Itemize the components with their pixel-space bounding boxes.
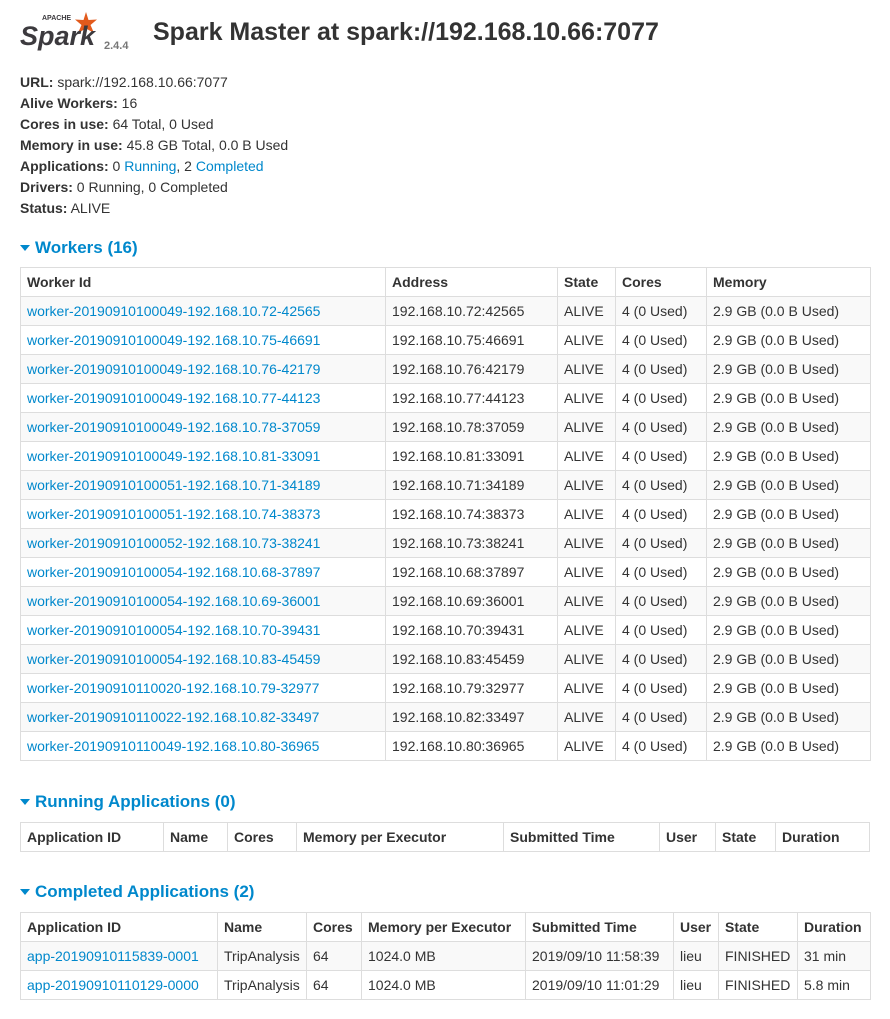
worker-row: [21, 703, 871, 732]
table-cell: [21, 355, 386, 384]
table-cell: FINISHED: [719, 942, 798, 971]
worker-row: [21, 674, 871, 703]
table-cell: ALIVE: [558, 558, 616, 587]
table-cell: 192.168.10.74:38373: [386, 500, 558, 529]
column-header[interactable]: Memory per Executor: [297, 823, 504, 852]
table-cell: 2.9 GB (0.0 B Used): [707, 645, 871, 674]
page-title: Spark Master at spark://192.168.10.66:7077: [153, 18, 659, 46]
table-cell: 4 (0 Used): [616, 297, 707, 326]
column-header[interactable]: Submitted Time: [504, 823, 660, 852]
table-cell: FINISHED: [719, 971, 798, 1000]
collapse-caret-icon: [20, 799, 30, 805]
table-cell: ALIVE: [558, 326, 616, 355]
column-header[interactable]: Duration: [798, 913, 871, 942]
summary-memory: Memory in use: 45.8 GB Total, 0.0 B Used: [20, 137, 289, 153]
completed-app-row: [21, 942, 871, 971]
table-cell: 2.9 GB (0.0 B Used): [707, 732, 871, 761]
table-cell: 1024.0 MB: [362, 942, 526, 971]
summary-applications: Applications: 0 Running, 2 Completed: [20, 158, 264, 174]
master-summary: [20, 72, 870, 219]
table-cell: 4 (0 Used): [616, 326, 707, 355]
worker-row: [21, 355, 871, 384]
running-apps-link[interactable]: Running: [124, 158, 177, 174]
table-cell: [21, 297, 386, 326]
worker-id-link[interactable]: worker-20190910100049-192.168.10.75-46691: [27, 332, 321, 348]
completed-app-row: [21, 971, 871, 1000]
logo-apache-text: APACHE: [42, 15, 72, 22]
column-header[interactable]: State: [719, 913, 798, 942]
table-cell: 4 (0 Used): [616, 732, 707, 761]
table-cell: 192.168.10.71:34189: [386, 471, 558, 500]
worker-id-link[interactable]: worker-20190910110020-192.168.10.79-32977: [27, 680, 320, 696]
table-cell: [21, 442, 386, 471]
table-cell: lieu: [674, 942, 719, 971]
worker-row: [21, 500, 871, 529]
summary-url: URL: spark://192.168.10.66:7077: [20, 74, 228, 90]
worker-row: [21, 529, 871, 558]
table-cell: 4 (0 Used): [616, 558, 707, 587]
completed-apps-link[interactable]: Completed: [195, 158, 264, 174]
table-cell: 4 (0 Used): [616, 384, 707, 413]
table-cell: ALIVE: [558, 616, 616, 645]
worker-row: [21, 297, 871, 326]
collapse-caret-icon: [20, 889, 30, 895]
table-cell: 2.9 GB (0.0 B Used): [707, 558, 871, 587]
app-id-link[interactable]: app-20190910115839-0001: [27, 948, 199, 964]
workers-header-row: [21, 268, 871, 297]
summary-drivers: Drivers: 0 Running, 0 Completed: [20, 179, 228, 195]
worker-id-link[interactable]: worker-20190910100054-192.168.10.70-39431: [27, 622, 321, 638]
table-cell: [21, 732, 386, 761]
table-cell: ALIVE: [558, 355, 616, 384]
worker-id-link[interactable]: worker-20190910100049-192.168.10.78-37059: [27, 419, 321, 435]
worker-id-link[interactable]: worker-20190910100054-192.168.10.83-45459: [27, 651, 321, 667]
table-cell: 2.9 GB (0.0 B Used): [707, 500, 871, 529]
table-cell: lieu: [674, 971, 719, 1000]
table-cell: ALIVE: [558, 297, 616, 326]
table-cell: 4 (0 Used): [616, 703, 707, 732]
table-cell: ALIVE: [558, 529, 616, 558]
column-header[interactable]: Name: [218, 913, 307, 942]
worker-row: [21, 558, 871, 587]
table-cell: 4 (0 Used): [616, 442, 707, 471]
completed-header-row: [21, 913, 871, 942]
table-cell: 2.9 GB (0.0 B Used): [707, 384, 871, 413]
table-cell: 64: [307, 942, 362, 971]
summary-alive-workers: Alive Workers: 16: [20, 95, 138, 111]
collapse-caret-icon: [20, 245, 30, 251]
table-cell: 4 (0 Used): [616, 645, 707, 674]
column-header[interactable]: Memory: [707, 268, 871, 297]
table-cell: 2.9 GB (0.0 B Used): [707, 326, 871, 355]
table-cell: ALIVE: [558, 442, 616, 471]
worker-row: [21, 471, 871, 500]
worker-row: [21, 442, 871, 471]
table-cell: 2.9 GB (0.0 B Used): [707, 442, 871, 471]
worker-id-link[interactable]: worker-20190910100051-192.168.10.71-34189: [27, 477, 321, 493]
worker-id-link[interactable]: worker-20190910100054-192.168.10.68-37897: [27, 564, 321, 580]
table-cell: 64: [307, 971, 362, 1000]
column-header[interactable]: State: [558, 268, 616, 297]
table-cell: 192.168.10.81:33091: [386, 442, 558, 471]
table-cell: [21, 529, 386, 558]
table-cell: [21, 971, 218, 1000]
table-cell: [21, 471, 386, 500]
table-cell: 192.168.10.73:38241: [386, 529, 558, 558]
table-cell: 4 (0 Used): [616, 616, 707, 645]
table-cell: ALIVE: [558, 732, 616, 761]
column-header[interactable]: Address: [386, 268, 558, 297]
table-cell: 4 (0 Used): [616, 355, 707, 384]
table-cell: 31 min: [798, 942, 871, 971]
worker-row: [21, 616, 871, 645]
column-header[interactable]: Duration: [776, 823, 870, 852]
workers-table: [20, 267, 871, 761]
table-cell: TripAnalysis: [218, 942, 307, 971]
table-cell: 1024.0 MB: [362, 971, 526, 1000]
table-cell: 5.8 min: [798, 971, 871, 1000]
worker-row: [21, 326, 871, 355]
column-header[interactable]: User: [660, 823, 716, 852]
worker-id-link[interactable]: worker-20190910100049-192.168.10.72-42565: [27, 303, 321, 319]
table-cell: 192.168.10.68:37897: [386, 558, 558, 587]
table-cell: [21, 616, 386, 645]
worker-id-link[interactable]: worker-20190910100049-192.168.10.76-42179: [27, 361, 321, 377]
completed-apps-table: [20, 912, 871, 1000]
table-cell: 192.168.10.78:37059: [386, 413, 558, 442]
table-cell: 192.168.10.77:44123: [386, 384, 558, 413]
running-apps-section-toggle[interactable]: Running Applications (0): [20, 792, 236, 812]
worker-row: [21, 413, 871, 442]
header: [20, 10, 870, 58]
table-cell: 4 (0 Used): [616, 587, 707, 616]
column-header[interactable]: Worker Id: [21, 268, 386, 297]
worker-row: [21, 587, 871, 616]
worker-row: [21, 645, 871, 674]
table-cell: [21, 384, 386, 413]
table-cell: [21, 942, 218, 971]
table-cell: 2.9 GB (0.0 B Used): [707, 674, 871, 703]
table-cell: ALIVE: [558, 674, 616, 703]
table-cell: 2.9 GB (0.0 B Used): [707, 587, 871, 616]
table-cell: 192.168.10.72:42565: [386, 297, 558, 326]
table-cell: 4 (0 Used): [616, 529, 707, 558]
table-cell: 192.168.10.83:45459: [386, 645, 558, 674]
table-cell: ALIVE: [558, 703, 616, 732]
table-cell: 2.9 GB (0.0 B Used): [707, 297, 871, 326]
table-cell: 2.9 GB (0.0 B Used): [707, 703, 871, 732]
table-cell: 192.168.10.79:32977: [386, 674, 558, 703]
column-header[interactable]: Submitted Time: [526, 913, 674, 942]
completed-apps-section-toggle[interactable]: Completed Applications (2): [20, 882, 254, 902]
worker-id-link[interactable]: worker-20190910110022-192.168.10.82-33497: [27, 709, 320, 725]
table-cell: 2.9 GB (0.0 B Used): [707, 616, 871, 645]
table-cell: 2.9 GB (0.0 B Used): [707, 529, 871, 558]
column-header[interactable]: State: [716, 823, 776, 852]
table-cell: 4 (0 Used): [616, 500, 707, 529]
table-cell: ALIVE: [558, 645, 616, 674]
worker-id-link[interactable]: worker-20190910100051-192.168.10.74-38373: [27, 506, 321, 522]
logo-brand-text: Spark: [20, 21, 96, 51]
table-cell: 4 (0 Used): [616, 471, 707, 500]
column-header[interactable]: Cores: [307, 913, 362, 942]
column-header[interactable]: Cores: [616, 268, 707, 297]
table-cell: 2.9 GB (0.0 B Used): [707, 355, 871, 384]
table-cell: TripAnalysis: [218, 971, 307, 1000]
table-cell: 192.168.10.75:46691: [386, 326, 558, 355]
table-cell: [21, 500, 386, 529]
summary-status: Status: ALIVE: [20, 200, 111, 216]
app-id-link[interactable]: app-20190910110129-0000: [27, 977, 199, 993]
table-cell: 2.9 GB (0.0 B Used): [707, 471, 871, 500]
running-header-row: [21, 823, 870, 852]
table-cell: 2019/09/10 11:01:29: [526, 971, 674, 1000]
running-apps-table: [20, 822, 870, 852]
table-cell: [21, 703, 386, 732]
spark-version: 2.4.4: [104, 40, 129, 52]
column-header[interactable]: Application ID: [21, 823, 164, 852]
worker-row: [21, 384, 871, 413]
worker-id-link[interactable]: worker-20190910100054-192.168.10.69-36001: [27, 593, 321, 609]
table-cell: 4 (0 Used): [616, 413, 707, 442]
table-cell: [21, 558, 386, 587]
table-cell: 192.168.10.70:39431: [386, 616, 558, 645]
worker-id-link[interactable]: worker-20190910100052-192.168.10.73-38241: [27, 535, 321, 551]
table-cell: [21, 326, 386, 355]
worker-id-link[interactable]: worker-20190910100049-192.168.10.77-44123: [27, 390, 321, 406]
column-header[interactable]: Cores: [228, 823, 297, 852]
table-cell: ALIVE: [558, 500, 616, 529]
table-cell: ALIVE: [558, 471, 616, 500]
worker-row: [21, 732, 871, 761]
table-cell: [21, 645, 386, 674]
worker-id-link[interactable]: worker-20190910110049-192.168.10.80-36965: [27, 738, 320, 754]
table-cell: [21, 674, 386, 703]
table-cell: [21, 413, 386, 442]
table-cell: 192.168.10.76:42179: [386, 355, 558, 384]
summary-cores: Cores in use: 64 Total, 0 Used: [20, 116, 214, 132]
column-header[interactable]: Name: [164, 823, 228, 852]
table-cell: [21, 587, 386, 616]
column-header[interactable]: User: [674, 913, 719, 942]
table-cell: 2.9 GB (0.0 B Used): [707, 413, 871, 442]
column-header[interactable]: Memory per Executor: [362, 913, 526, 942]
column-header[interactable]: Application ID: [21, 913, 218, 942]
table-cell: ALIVE: [558, 413, 616, 442]
table-cell: 192.168.10.82:33497: [386, 703, 558, 732]
workers-section-toggle[interactable]: Workers (16): [20, 238, 138, 258]
table-cell: 192.168.10.69:36001: [386, 587, 558, 616]
table-cell: ALIVE: [558, 384, 616, 413]
table-cell: ALIVE: [558, 587, 616, 616]
table-cell: 4 (0 Used): [616, 674, 707, 703]
table-cell: 2019/09/10 11:58:39: [526, 942, 674, 971]
table-cell: 192.168.10.80:36965: [386, 732, 558, 761]
worker-id-link[interactable]: worker-20190910100049-192.168.10.81-33091: [27, 448, 321, 464]
